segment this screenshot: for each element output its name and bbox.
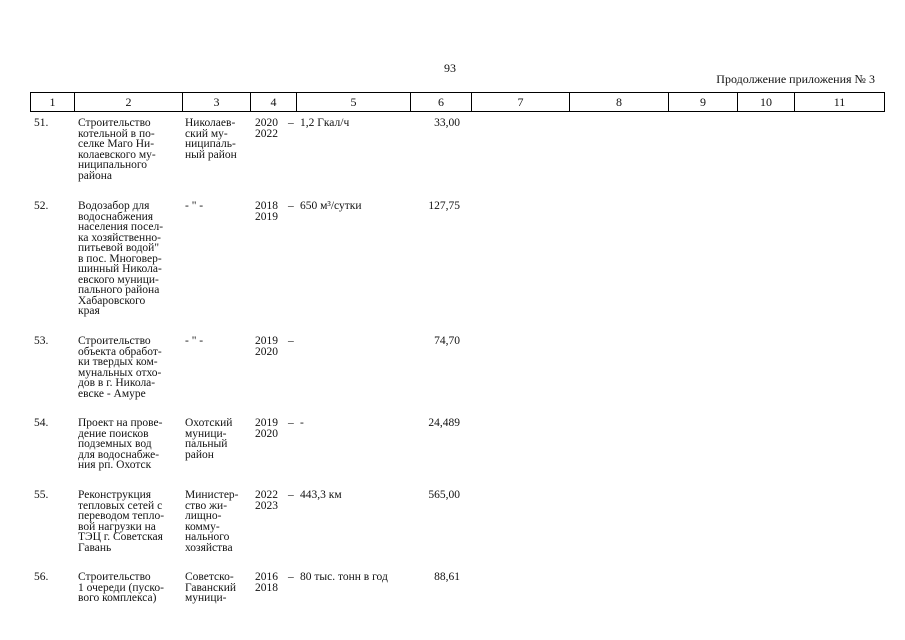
column-header-10: 10 [738, 93, 795, 112]
column-header-2: 2 [75, 93, 183, 112]
executor: Министер- ство жи- лищно- комму- нального хозяйства [185, 489, 239, 554]
column-header-8: 8 [570, 93, 669, 112]
row-number: 56. [34, 571, 49, 583]
dash-separator: – [288, 571, 294, 583]
cost: 127,75 [428, 200, 460, 212]
executor: Советско- Гаванский муници- [185, 571, 237, 604]
dash-separator: – [288, 417, 294, 429]
object-name: Проект на прове- дение поисков подземных вод для водоснабже- ния рп. Охотск [78, 417, 163, 471]
years: 2019 2020 [255, 417, 278, 440]
object-name: Строительство 1 очереди (пуско- вого комплекса) [78, 571, 164, 604]
cost: 88,61 [434, 571, 460, 583]
years: 2019 2020 [255, 335, 278, 358]
row-number: 55. [34, 489, 49, 501]
object-name: Водозабор для водоснабжения населения посел- ка хозяйственно- питьевой водой" в пос. Многовер- шинный Никола- евского муници- пального района Хабаровского края [78, 200, 164, 317]
dash-separator: – [288, 489, 294, 501]
executor: - " - [185, 200, 204, 212]
column-header-4: 4 [251, 93, 297, 112]
column-header-7: 7 [472, 93, 570, 112]
cost: 565,00 [428, 489, 460, 501]
years: 2020 2022 [255, 117, 278, 140]
capacity: 1,2 Гкал/ч [300, 117, 350, 129]
row-number: 54. [34, 417, 49, 429]
capacity: 80 тыс. тонн в год [300, 571, 388, 583]
dash-separator: – [288, 200, 294, 212]
capacity: 650 м³/сутки [300, 200, 362, 212]
capacity: 443,3 км [300, 489, 342, 501]
column-header-6: 6 [411, 93, 472, 112]
column-header-11: 11 [795, 93, 885, 112]
page-number: 93 [444, 61, 456, 75]
years: 2018 2019 [255, 200, 278, 223]
row-number: 53. [34, 335, 49, 347]
dash-separator: – [288, 335, 294, 347]
cost: 33,00 [434, 117, 460, 129]
years: 2016 2018 [255, 571, 278, 594]
executor: - " - [185, 335, 204, 347]
years: 2022 2023 [255, 489, 278, 512]
dash-separator: – [288, 117, 294, 129]
object-name: Строительство котельной в по- селке Маго Ни- колаевского му- ниципального района [78, 117, 156, 182]
capacity: - [300, 417, 304, 429]
cost: 74,70 [434, 335, 460, 347]
object-name: Реконструкция тепловых сетей с переводом тепло- вой нагрузки на ТЭЦ г. Советская Гавань [78, 489, 165, 554]
column-header-5: 5 [297, 93, 411, 112]
executor: Охотский муници- пальный район [185, 417, 233, 461]
column-header-1: 1 [31, 93, 75, 112]
continuation-label: Продолжение приложения № 3 [716, 72, 875, 86]
executor: Николаев- ский му- ниципаль- ный район [185, 117, 237, 161]
row-number: 51. [34, 117, 49, 129]
column-header-3: 3 [183, 93, 251, 112]
cost: 24,489 [428, 417, 460, 429]
row-number: 52. [34, 200, 49, 212]
column-header-9: 9 [669, 93, 738, 112]
object-name: Строительство объекта обработ- ки твердых ком- мунальных отхо- дов в г. Никола- евске - Амуре [78, 335, 162, 400]
column-header-table [30, 92, 885, 112]
